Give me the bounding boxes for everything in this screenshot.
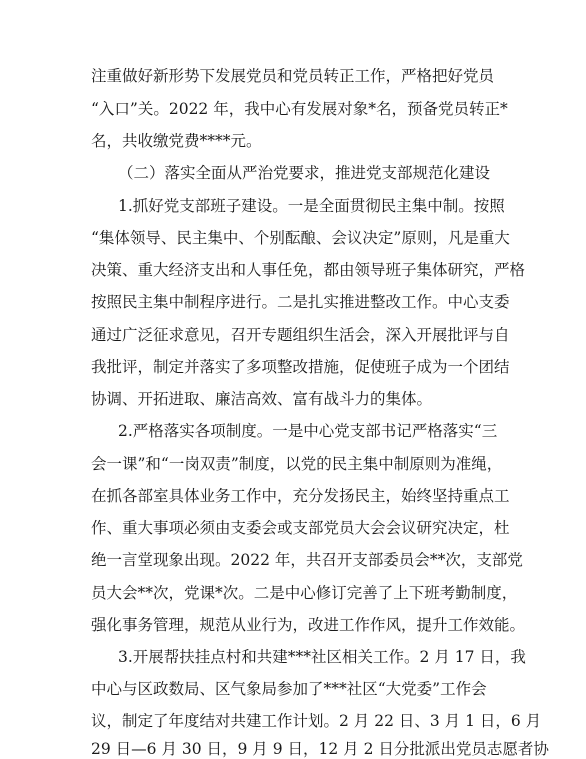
paragraph-line: 1.抓好党支部班子建设。一是全面贯彻民主集中制。按照 (118, 197, 505, 215)
paragraph-line: 我批评，制定并落实了多项整改措施，促使班子成为一个团结 (91, 358, 510, 376)
paragraph-line: 3.开展帮扶挂点村和共建***社区相关工作。2 月 17 日，我 (118, 648, 526, 666)
paragraph-line: 注重做好新形势下发展党员和党员转正工作，严格把好党员 (91, 67, 495, 85)
paragraph-line: 作、重大事项必须由支委会或支部党员大会会议研究决定，杜 (91, 519, 510, 537)
paragraph-line: 通过广泛征求意见，召开专题组织生活会，深入开展批评与自 (91, 326, 510, 344)
paragraph-line: “入口”关。2022 年，我中心有发展对象*名，预备党员转正* (91, 100, 508, 118)
paragraph-line: 协调、开拓进取、廉洁高效、富有战斗力的集体。 (91, 390, 433, 408)
section-heading: （二）落实全面从严治党要求，推进党支部规范化建设 (118, 164, 491, 182)
paragraph-line: 2.严格落实各项制度。一是中心党支部书记严格落实“三 (118, 422, 498, 440)
paragraph-line: “集体领导、民主集中、个别酝酿、会议决定”原则，凡是重大 (91, 229, 510, 247)
paragraph-line: 绝一言堂现象出现。2022 年，共召开支部委员会**次，支部党 (91, 551, 523, 569)
paragraph-line: 在抓各部室具体业务工作中，充分发扬民主，始终坚持重点工 (91, 487, 510, 505)
paragraph-line: 决策、重大经济支出和人事任免，都由领导班子集体研究，严格 (91, 261, 526, 279)
paragraph-line: 中心与区政数局、区气象局参加了***社区“大党委”工作会 (91, 680, 487, 698)
paragraph-line: 名，共收缴党费****元。 (91, 132, 262, 150)
paragraph-line: 按照民主集中制程序进行。二是扎实推进整改工作。中心支委 (91, 293, 510, 311)
paragraph-line: 议，制定了年度结对共建工作计划。2 月 22 日、3 月 1 日，6 月 (91, 712, 542, 730)
paragraph-line: 会一课”和“一岗双责”制度，以党的民主集中制原则为准绳， (91, 455, 503, 473)
paragraph-line: 强化事务管理，规范从业行为，改进工作作风，提升工作效能。 (91, 616, 526, 634)
paragraph-line: 29 日—6 月 30 日，9 月 9 日，12 月 2 日分批派出党员志愿者协 (91, 740, 549, 758)
paragraph-line: 员大会**次，党课*次。二是中心修订完善了上下班考勤制度， (91, 584, 518, 602)
